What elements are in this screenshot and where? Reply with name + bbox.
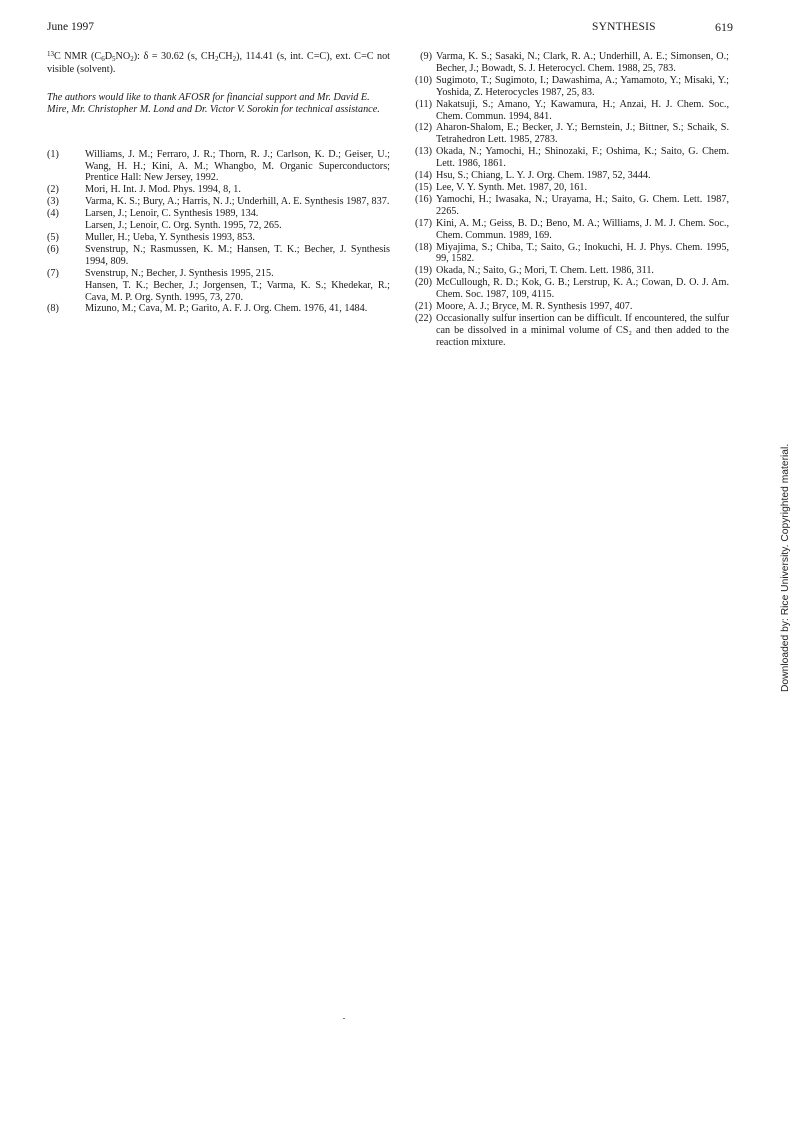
acknowledgement: The authors would like to thank AFOSR for financial support and Mr. David E. Mire, Mr. Christopher M. Lond and Dr. Victor V. Sorokin for technical assistance. [47,91,380,115]
reference-number: (5) [47,231,59,243]
reference-number: (15) [415,181,432,193]
nmr-data: $^{13}$C NMR (C6D5NO2): δ = 30.62 (s, CH2CH2), 114.41 (s, int. C=C), ext. C=C not visible (solvent). [47,50,390,75]
reference-item [47,149,390,185]
reference-item [403,242,729,266]
reference-item [403,301,729,313]
scan-speck [343,1018,345,1019]
reference-item [403,51,729,75]
reference-item [403,265,729,277]
reference-text: Miyajima, S.; Chiba, T.; Saito, G.; Inokuchi, H. J. Phys. Chem. 1995, 99, 1582. [436,241,729,265]
reference-item [47,268,390,280]
reference-number: (12) [415,122,432,134]
reference-text: Varma, K. S.; Bury, A.; Harris, N. J.; Underhill, A. E. Synthesis 1987, 837. [85,196,390,208]
right-column [403,51,729,349]
reference-text: Mizuno, M.; Cava, M. P.; Garito, A. F. J. Org. Chem. 1976, 41, 1484. [85,303,368,315]
reference-item [403,194,729,218]
page-number: 619 [715,20,733,34]
reference-item [47,244,390,268]
reference-text: Larsen, J.; Lenoir, C. Synthesis 1989, 134. [85,208,259,220]
reference-number: (2) [47,184,59,196]
reference-number: (14) [415,170,432,182]
reference-item [403,313,729,349]
left-column [47,51,390,315]
reference-number: (1) [47,148,59,160]
reference-item [403,182,729,194]
reference-item [47,232,390,244]
reference-text: Okada, N.; Yamochi, H.; Shinozaki, F.; Oshima, K.; Saito, G. Chem. Lett. 1986, 1861. [436,146,729,170]
reference-text: Nakatsuji, S.; Amano, Y.; Kawamura, H.; Anzai, H. J. Chem. Soc., Chem. Commun. 1994, 841. [436,98,729,122]
reference-item [47,184,390,196]
reference-text: Sugimoto, T.; Sugimoto, I.; Dawashima, A.; Yamamoto, Y.; Misaki, Y.; Yoshida, Z. Heterocycles 1987, 25, 83. [436,74,729,98]
page-header [47,22,733,36]
reference-text: Yamochi, H.; Iwasaka, N.; Urayama, H.; Saito, G. Chem. Lett. 1987, 2265. [436,193,729,217]
reference-item [403,99,729,123]
reference-number: (10) [415,74,432,86]
reference-list-left [47,149,390,316]
reference-item [403,218,729,242]
download-watermark: Downloaded by: Rice University. Copyrighted material. [780,443,791,692]
reference-text: Okada, N.; Saito, G.; Mori, T. Chem. Lett. 1986, 311. [436,265,654,277]
reference-text: Svenstrup, N.; Becher, J. Synthesis 1995, 215. [85,267,274,279]
reference-number: (22) [415,312,432,324]
reference-number: (6) [47,243,59,255]
reference-item [403,122,729,146]
reference-number: (11) [415,98,432,110]
reference-number: (9) [420,51,432,62]
reference-number: (13) [415,146,432,158]
reference-text: Mori, H. Int. J. Mod. Phys. 1994, 8, 1. [85,184,241,196]
reference-item [403,277,729,301]
reference-number: (17) [415,217,432,229]
journal-name: SYNTHESIS [592,21,656,33]
reference-text: Svenstrup, N.; Rasmussen, K. M.; Hansen, T. K.; Becher, J. Synthesis 1994, 809. [85,243,390,267]
reference-text: Varma, K. S.; Sasaki, N.; Clark, R. A.; Underhill, A. E.; Simonsen, O.; Becher, J.; Bowadt, S. J. Heterocycl. Chem. 1988, 25, 783. [436,51,729,74]
issue-date: June 1997 [47,21,94,33]
reference-item [47,196,390,208]
reference-continuation: Larsen, J.; Lenoir, C. Org. Synth. 1995, 72, 265. [85,220,282,232]
reference-number: (19) [415,265,432,277]
reference-text: Kini, A. M.; Geiss, B. D.; Beno, M. A.; Williams, J. M. J. Chem. Soc., Chem. Commun. 1989, 169. [436,217,729,241]
reference-item [47,208,390,220]
reference-text: Hsu, S.; Chiang, L. Y. J. Org. Chem. 1987, 52, 3444. [436,170,651,182]
reference-number: (4) [47,208,59,220]
reference-number: (16) [415,193,432,205]
reference-number: (7) [47,267,59,279]
reference-number: (3) [47,196,59,208]
reference-text: Muller, H.; Ueba, Y. Synthesis 1993, 853. [85,231,255,243]
reference-number: (18) [415,241,432,253]
reference-continuation: Hansen, T. K.; Becher, J.; Jorgensen, T.; Varma, K. S.; Khedekar, R.; Cava, M. P. Org. Synth. 1995, 73, 270. [85,279,390,303]
reference-text: Lee, V. Y. Synth. Met. 1987, 20, 161. [436,181,588,193]
reference-item [403,170,729,182]
reference-text: Occasionally sulfur insertion can be difficult. If encountered, the sulfur can be dissolved in a minimal volume of CS₂ and then added to the reaction mixture. [436,312,729,348]
reference-text: Aharon-Shalom, E.; Becker, J. Y.; Bernstein, J.; Bittner, S.; Schaik, S. Tetrahedron Lett. 1985, 2783. [436,122,729,146]
reference-item [403,75,729,99]
reference-number: (20) [415,277,432,289]
reference-number: (8) [47,303,59,315]
reference-text: Williams, J. M.; Ferraro, J. R.; Thorn, R. J.; Carlson, K. D.; Geiser, U.; Wang, H. H.; Kini, A. M.; Whangbo, M. Organic Superconductors; Prentice Hall: New Jersey, 1992. [85,148,390,184]
reference-item [47,303,390,315]
reference-text: Moore, A. J.; Bryce, M. R. Synthesis 1997, 407. [436,301,633,313]
reference-text: McCullough, R. D.; Kok, G. B.; Lerstrup, K. A.; Cowan, D. O. J. Am. Chem. Soc. 1987, 109, 4115. [436,277,729,301]
reference-number: (21) [415,301,432,313]
reference-list-right [403,51,729,349]
reference-item [403,146,729,170]
